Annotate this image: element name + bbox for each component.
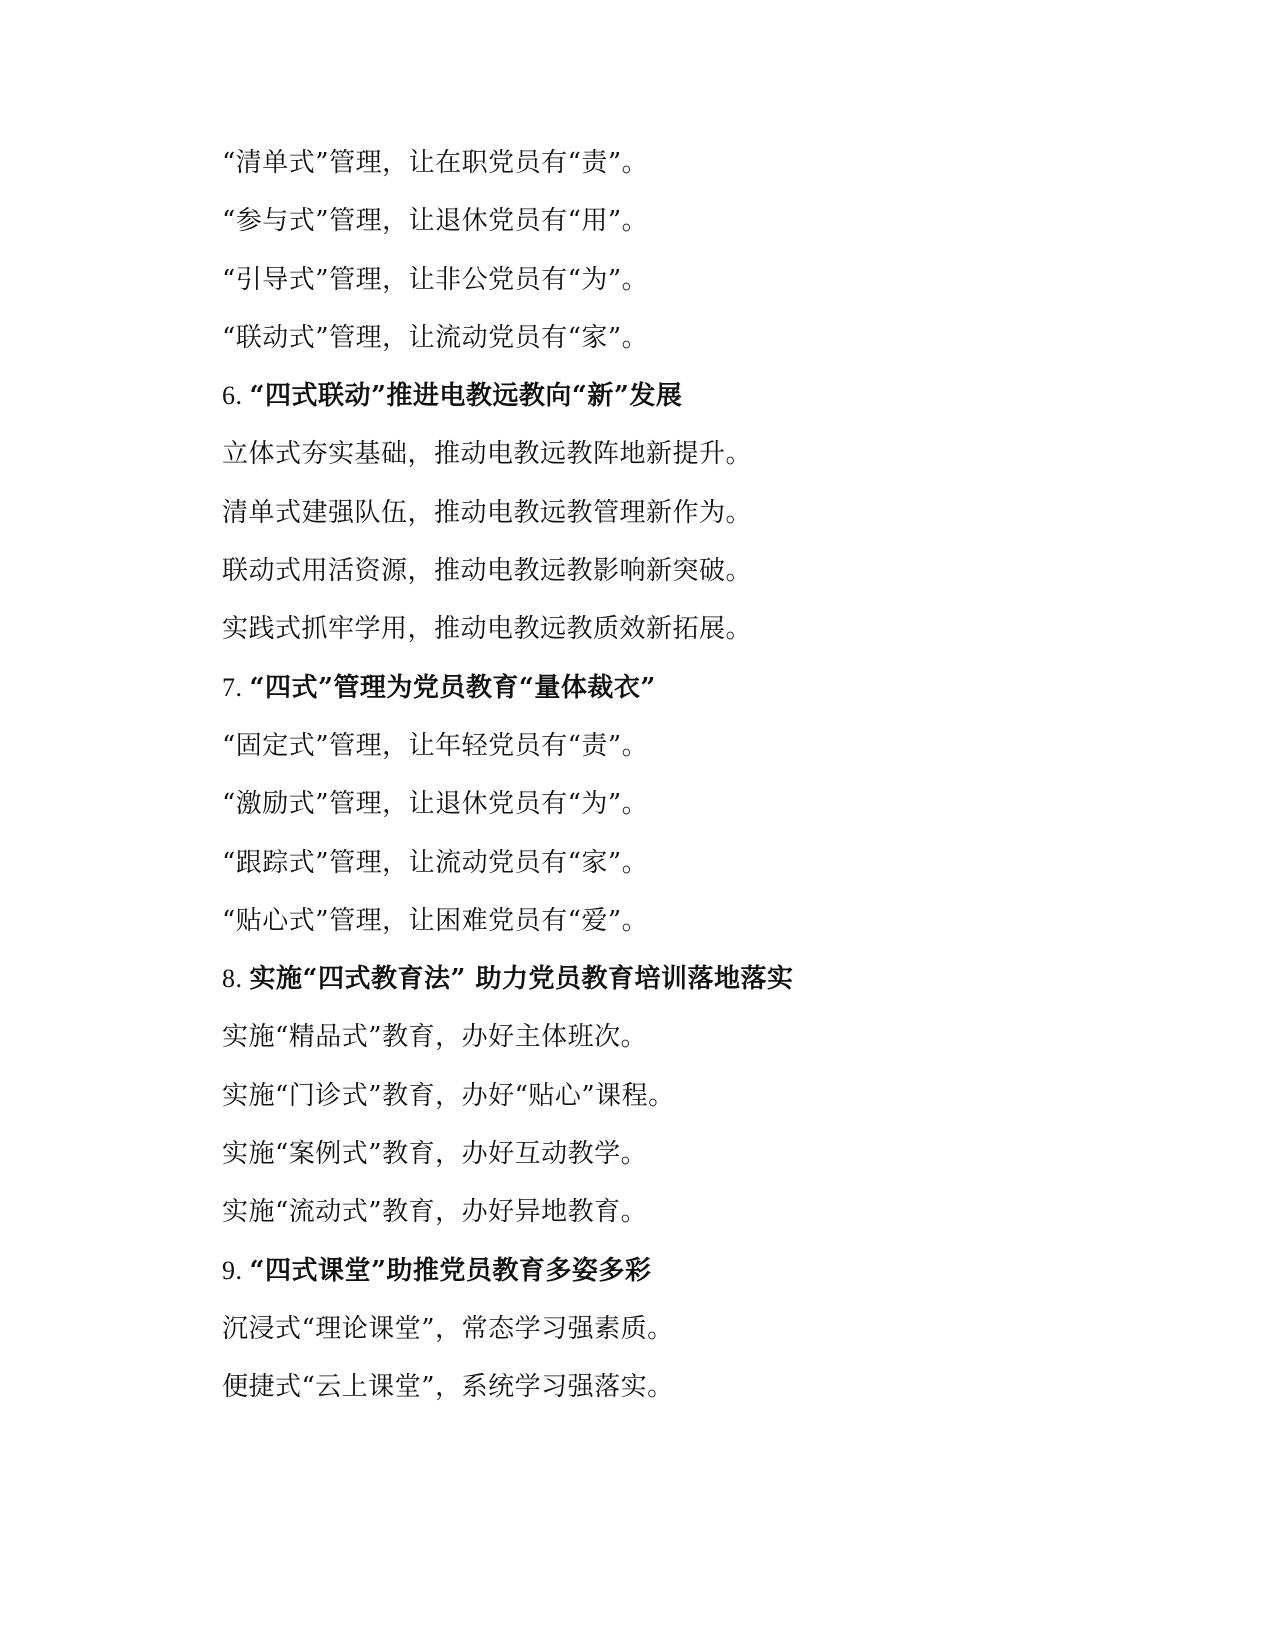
paragraph-line: “引导式”管理，让非公党员有“为”。 [222,264,649,295]
heading-text: “四式联动”推进电教远教向“新”发展 [249,381,683,412]
paragraph-line: “固定式”管理，让年轻党员有“责”。 [222,730,649,761]
heading-text: “四式课堂”助推党员教育多姿多彩 [249,1255,652,1286]
paragraph-line: 沉浸式“理论课堂”，常态学习强素质。 [222,1313,674,1344]
heading-number: 9. [222,1255,250,1285]
heading-number: 6. [222,381,250,411]
paragraph-line: “激励式”管理，让退休党员有“为”。 [222,789,649,820]
paragraph-line: 立体式夯实基础，推动电教远教阵地新提升。 [222,439,753,470]
section-heading-8 [222,950,1182,1008]
document-page [222,134,1182,1417]
paragraph-line: “参与式”管理，让退休党员有“用”。 [222,206,649,237]
heading-text: “四式”管理为党员教育“量体裁衣” [249,672,656,703]
paragraph-line: “贴心式”管理，让困难党员有“爱”。 [222,905,649,936]
section-heading-9 [222,1242,1182,1300]
paragraph-line: 实施“案例式”教育，办好互动教学。 [222,1139,648,1170]
paragraph-line: “联动式”管理，让流动党员有“家”。 [222,322,649,353]
heading-number: 7. [222,672,250,702]
paragraph-line: “跟踪式”管理，让流动党员有“家”。 [222,847,649,878]
paragraph-line: 实施“流动式”教育，办好异地教育。 [222,1197,648,1228]
paragraph-line: “清单式”管理，让在职党员有“责”。 [222,148,649,178]
paragraph-line: 清单式建强队伍，推动电教远教管理新作为。 [222,497,753,528]
section-heading-7 [222,659,1182,717]
paragraph-line: 实施“精品式”教育，办好主体班次。 [222,1022,648,1053]
paragraph-line: 便捷式“云上课堂”，系统学习强落实。 [222,1372,674,1403]
section-heading-6 [222,367,1182,425]
heading-text: 实施“四式教育法” 助力党员教育培训落地落实 [249,964,794,995]
paragraph-line: 实施“门诊式”教育，办好“贴心”课程。 [222,1080,675,1111]
paragraph-line: 实践式抓牢学用，推动电教远教质效新拓展。 [222,614,753,645]
paragraph-line: 联动式用活资源，推动电教远教影响新突破。 [222,556,753,587]
heading-number: 8. [222,964,250,994]
